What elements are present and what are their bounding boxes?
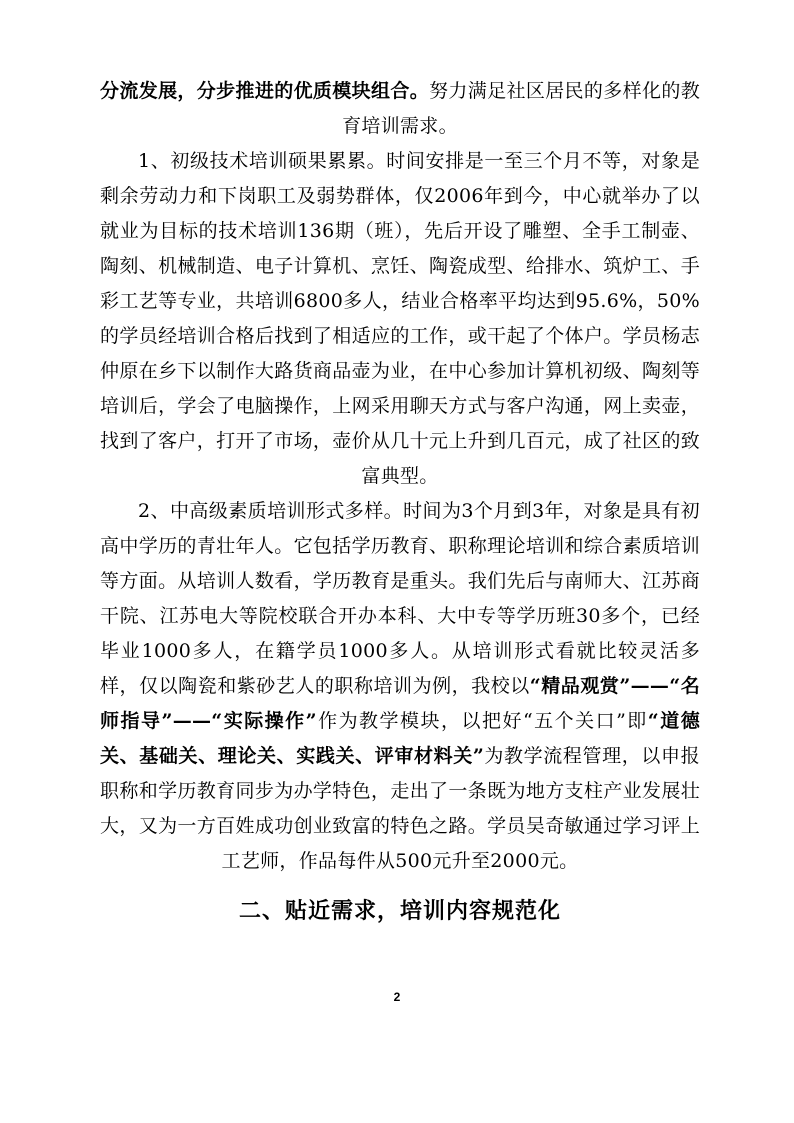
intro-paragraph [100,74,700,144]
intro-text: 努力满足社区居民的多样化的教育培训需求。 [342,80,700,137]
page-number: 2 [393,990,401,1004]
intro-bold-lead: 分流发展，分步推进的优质模块组合。 [100,80,430,102]
page-body [100,74,700,933]
item-2-text-a: 2、中高级素质培训形式多样。时间为3个月到3年，对象是具有初高中学历的青壮年人。它包括学历教育、职称理论培训和综合素质培训等方面。从培训人数看，学历教育是重头。我们先后与南师大、江苏商干院、江苏电大等院校联合开办本科、大中专等学历班30多个，已经毕业1000多人，在籍学员1000多人。从培训形式看就比较灵活多样，仅以陶瓷和紫砂艺人的职称培训为例，我校以 [100,500,700,697]
item-2-bold-teaching-modules: “精品观赏”——“名师指导”——“实际操作” [100,675,700,732]
item-2-text-c: 作为教学模块，以把好“五个关口”即 [316,710,648,732]
item-1-paragraph: 1、初级技术培训硕果累累。时间安排是一至三个月不等，对象是剩余劳动力和下岗职工及弱势群体，仅2006年到今，中心就举办了以就业为目标的技术培训136期（班），先后开设了雕塑、全手工制壶、陶刻、机械制造、电子计算机、烹饪、陶瓷成型、给排水、筑炉工、手彩工艺等专业，共培训6800多人，结业合格率平均达到95.6%，50%的学员经培训合格后找到了相适应的工作，或干起了个体户。学员杨志仲原在乡下以制作大路货商品壶为业，在中心参加计算机初级、陶刻等培训后，学会了电脑操作，上网采用聊天方式与客户沟通，网上卖壶，找到了客户，打开了市场，壶价从几十元上升到几百元，成了社区的致富典型。 [100,150,700,487]
section-heading: 二、贴近需求，培训内容规范化 [238,898,561,924]
item-2-text-e: 为教学流程管理，以申报职称和学历教育同步为办学特色，走出了一条既为地方支柱产业发展壮大，又为一方百姓成功创业致富的特色之路。学员吴奇敏通过学习评上工艺师，作品每件从500元升至2000元。 [100,745,700,872]
item-2-bold-five-checkpoints: “道德关、基础关、理论关、实践关、评审材料关” [100,710,700,767]
item-2-paragraph [100,494,700,879]
